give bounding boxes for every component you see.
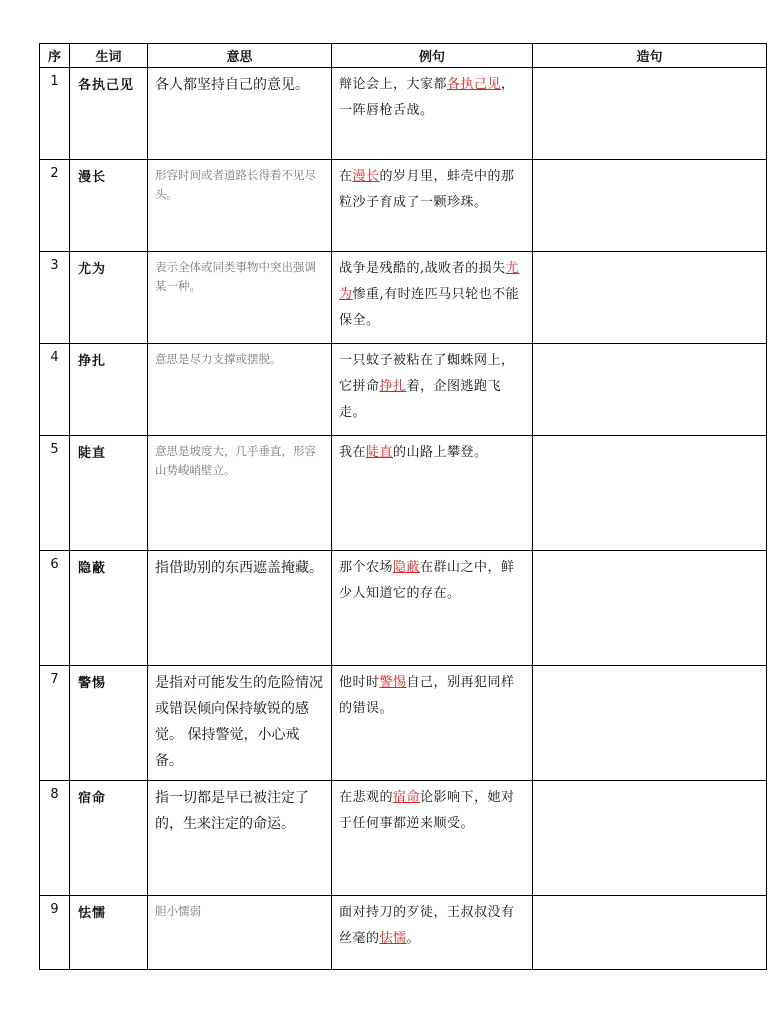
example-highlight-word: 陡直	[366, 445, 394, 460]
vocab-word: 漫长	[70, 160, 148, 252]
meaning-cell	[148, 436, 332, 551]
table-row	[40, 896, 767, 970]
meaning-cell	[148, 666, 332, 781]
example-text-after: 自己，别再犯同样的错误。	[339, 675, 515, 716]
vocab-word: 隐蔽	[70, 551, 148, 666]
example-cell	[332, 68, 533, 160]
meaning-text: 各人都坚持自己的意见。	[155, 77, 309, 93]
example-text-before: 我在	[339, 445, 367, 460]
meaning-text: 是指对可能发生的危险情况或错误倾向保持敏锐的感觉。 保持警觉，小心戒备。	[155, 675, 323, 769]
row-number: 2	[40, 160, 70, 252]
example-highlight-word: 尤为	[339, 261, 520, 302]
vocab-word: 挣扎	[70, 344, 148, 436]
vocab-word: 警惕	[70, 666, 148, 781]
meaning-cell	[148, 896, 332, 970]
row-number: 7	[40, 666, 70, 781]
example-text-after: ，一阵唇枪舌战。	[339, 77, 515, 118]
header-row	[40, 44, 767, 68]
meaning-cell	[148, 160, 332, 252]
make-sentence-input[interactable]	[533, 160, 767, 252]
example-text-after: 着，企图逃跑飞走。	[339, 379, 502, 420]
example-highlight-word: 隐蔽	[393, 560, 421, 575]
table-row	[40, 68, 767, 160]
vocabulary-table	[39, 43, 767, 970]
example-highlight-word: 挣扎	[379, 379, 407, 394]
make-sentence-input[interactable]	[533, 436, 767, 551]
vocab-word: 各执己见	[70, 68, 148, 160]
meaning-text: 指一切都是早已被注定了的，生来注定的命运。	[155, 790, 309, 832]
make-sentence-input[interactable]	[533, 666, 767, 781]
table-row	[40, 252, 767, 344]
example-cell	[332, 781, 533, 896]
make-sentence-input[interactable]	[533, 344, 767, 436]
example-cell	[332, 344, 533, 436]
example-text-before: 一只蚊子被粘在了蜘蛛网上，它拼命	[339, 353, 515, 394]
example-text-before: 在	[339, 169, 353, 184]
example-cell	[332, 160, 533, 252]
meaning-cell	[148, 252, 332, 344]
meaning-text: 胆小懦弱	[155, 904, 201, 918]
meaning-cell	[148, 781, 332, 896]
example-highlight-word: 漫长	[352, 169, 380, 184]
make-sentence-input[interactable]	[533, 252, 767, 344]
example-cell	[332, 436, 533, 551]
example-highlight-word: 警惕	[379, 675, 407, 690]
table-row	[40, 436, 767, 551]
meaning-text: 意思是坡度大，几乎垂直，形容山势峻峭壁立。	[155, 444, 316, 477]
row-number: 4	[40, 344, 70, 436]
example-text-after: 在群山之中，鲜少人知道它的存在。	[339, 560, 515, 601]
example-cell	[332, 666, 533, 781]
make-sentence-input[interactable]	[533, 896, 767, 970]
vocab-word: 怯懦	[70, 896, 148, 970]
make-sentence-input[interactable]	[533, 68, 767, 160]
header-num: 序	[40, 44, 70, 68]
header-meaning: 意思	[148, 44, 332, 68]
example-text-after: 惨重,有时连匹马只轮也不能保全。	[339, 287, 520, 328]
example-text-before: 他时时	[339, 675, 380, 690]
example-cell	[332, 896, 533, 970]
make-sentence-input[interactable]	[533, 551, 767, 666]
row-number: 1	[40, 68, 70, 160]
meaning-text: 意思是尽力支撑或摆脱。	[155, 352, 282, 366]
meaning-cell	[148, 551, 332, 666]
vocab-word: 尤为	[70, 252, 148, 344]
table-row	[40, 344, 767, 436]
header-word: 生词	[70, 44, 148, 68]
example-cell	[332, 252, 533, 344]
example-highlight-word: 宿命	[393, 790, 421, 805]
example-highlight-word: 怯懦	[379, 931, 407, 946]
example-text-before: 战争是残酷的,战败者的损失	[339, 261, 506, 276]
table-row	[40, 160, 767, 252]
header-example: 例句	[332, 44, 533, 68]
meaning-text: 表示全体或同类事物中突出强调某一种。	[155, 260, 316, 293]
make-sentence-input[interactable]	[533, 781, 767, 896]
meaning-cell	[148, 68, 332, 160]
row-number: 3	[40, 252, 70, 344]
header-make-sentence: 造句	[533, 44, 767, 68]
vocab-word: 陡直	[70, 436, 148, 551]
example-text-before: 面对持刀的歹徒，王叔叔没有丝毫的	[339, 905, 515, 946]
meaning-text: 指借助别的东西遮盖掩藏。	[155, 560, 323, 576]
example-highlight-word: 各执己见	[447, 77, 502, 92]
table-row	[40, 551, 767, 666]
row-number: 9	[40, 896, 70, 970]
row-number: 5	[40, 436, 70, 551]
row-number: 8	[40, 781, 70, 896]
table-row	[40, 666, 767, 781]
meaning-cell	[148, 344, 332, 436]
meaning-text: 形容时间或者道路长得看不见尽头。	[155, 168, 316, 201]
example-text-after: 的岁月里，蚌壳中的那粒沙子育成了一颗珍珠。	[339, 169, 515, 210]
example-text-before: 辩论会上，大家都	[339, 77, 448, 92]
example-text-after: 的山路上攀登。	[393, 445, 488, 460]
table-row	[40, 781, 767, 896]
example-cell	[332, 551, 533, 666]
example-text-after: 论影响下，她对于任何事都逆来顺受。	[339, 790, 515, 831]
example-text-before: 那个农场	[339, 560, 394, 575]
vocab-word: 宿命	[70, 781, 148, 896]
row-number: 6	[40, 551, 70, 666]
example-text-after: 。	[406, 931, 421, 946]
example-text-before: 在悲观的	[339, 790, 394, 805]
